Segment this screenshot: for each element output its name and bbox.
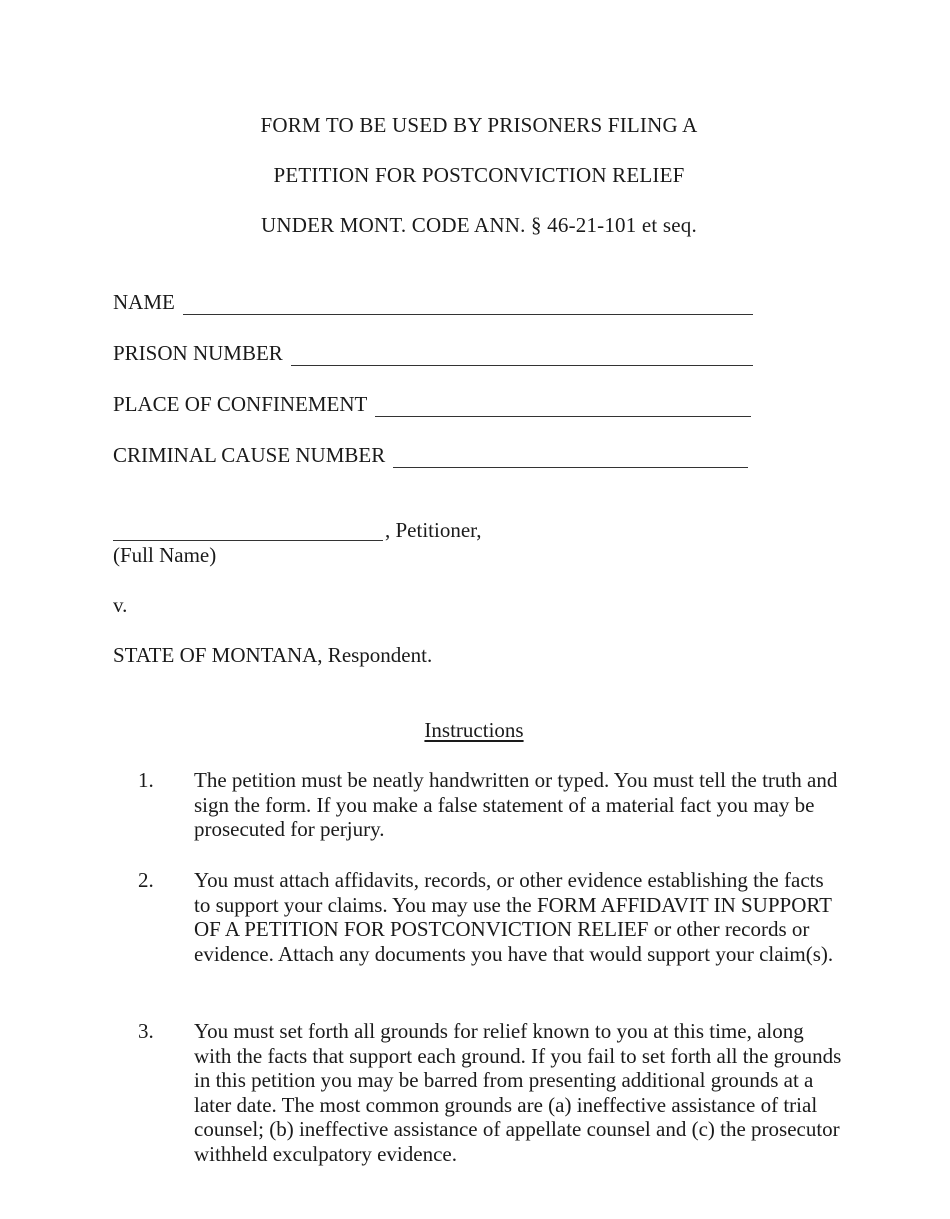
form-title-line-2: PETITION FOR POSTCONVICTION RELIEF xyxy=(273,163,685,187)
criminal-cause-number-field xyxy=(113,443,748,468)
petitioner-suffix: , Petitioner, xyxy=(385,518,482,542)
full-name-label: (Full Name) xyxy=(113,543,217,567)
place-of-confinement-label: PLACE OF CONFINEMENT xyxy=(113,392,368,416)
versus-label: v. xyxy=(113,593,128,617)
criminal-cause-number-label: CRIMINAL CAUSE NUMBER xyxy=(113,443,386,467)
form-title-line-1: FORM TO BE USED BY PRISONERS FILING A xyxy=(260,113,698,137)
instruction-number: 1. xyxy=(138,768,154,792)
instruction-text: You must attach affidavits, records, or other evidence establishing the facts to support your claims. You may use the FORM AFFIDAVIT IN SUPPORT OF A PETITION FOR POSTCONVICTION RELIEF or other records or evidence. Attach any documents you have that would support your claim(s). xyxy=(194,868,834,966)
prison-number-label: PRISON NUMBER xyxy=(113,341,283,365)
criminal-cause-number-blank-line[interactable] xyxy=(393,449,748,468)
instruction-number: 3. xyxy=(138,1019,154,1043)
name-label: NAME xyxy=(113,290,175,314)
prison-number-field xyxy=(113,341,753,366)
instructions-heading: Instructions xyxy=(424,718,524,742)
petitioner-name-blank-line[interactable] xyxy=(113,540,383,541)
instruction-text: The petition must be neatly handwritten or typed. You must tell the truth and sign the form. If you make a false statement of a material fact you may be prosecuted for perjury. xyxy=(194,768,838,842)
place-of-confinement-field xyxy=(113,392,751,417)
prison-number-blank-line[interactable] xyxy=(291,347,753,366)
instruction-number: 2. xyxy=(138,868,154,892)
instruction-text: You must set forth all grounds for relief known to you at this time, along with the facts that support each ground. If you fail to set forth all the grounds in this petition you may be barred from presenting additional grounds at a later date. The most common grounds are (a) ineffective assistance of trial counsel; (b) ineffective assistance of appellate counsel and (c) the prosecutor withheld exculpatory evidence. xyxy=(194,1019,842,1166)
respondent-label: STATE OF MONTANA, Respondent. xyxy=(113,643,433,667)
place-of-confinement-blank-line[interactable] xyxy=(375,398,751,417)
name-field xyxy=(113,290,753,315)
form-title-line-3: UNDER MONT. CODE ANN. § 46-21-101 et seq. xyxy=(261,213,697,237)
name-blank-line[interactable] xyxy=(183,296,753,315)
